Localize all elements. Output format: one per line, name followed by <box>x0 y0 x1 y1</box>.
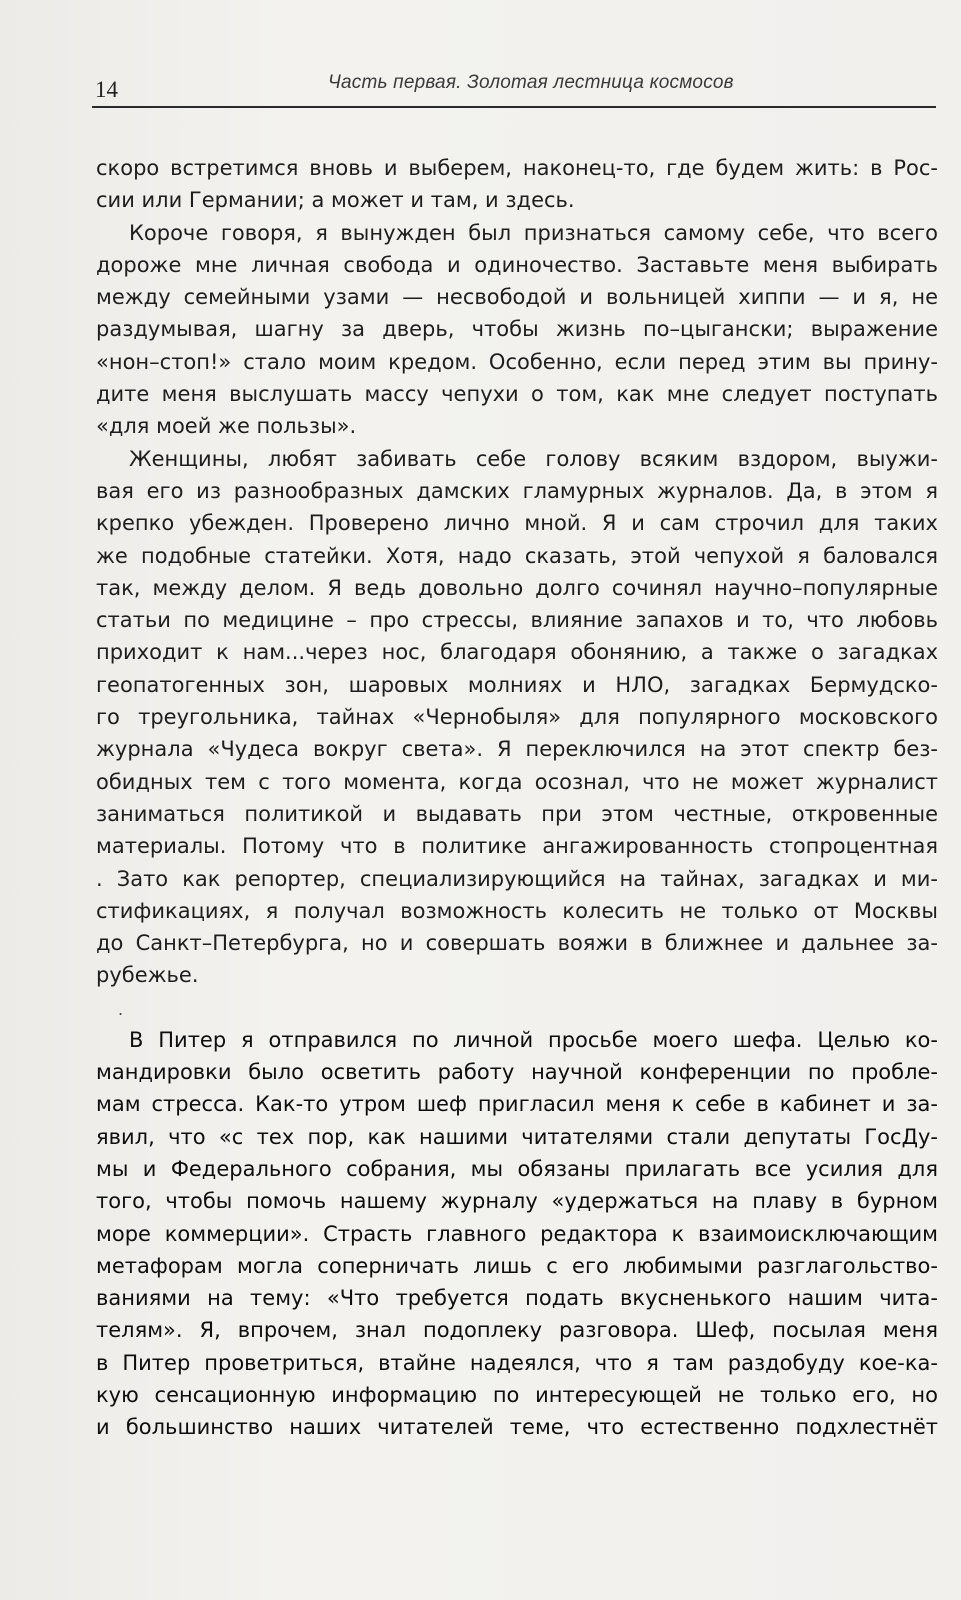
text-line: кую сенсационную информацию по интересующей не только его, но <box>96 1382 938 1407</box>
text-line: . Зато как репортер, специализирующийся на тайнах, загадках и ми- <box>96 866 938 891</box>
text-line: Женщины, любят забивать себе голову всяким вздором, выужи- <box>129 446 938 471</box>
text-line: журнала «Чудеса вокруг света». Я переключился на этот спектр без- <box>96 737 938 762</box>
text-line: Короче говоря, я вынужден был признаться самому себе, что всего <box>129 220 938 245</box>
text-line: «для моей же пользы». <box>96 414 357 439</box>
stray-dot <box>96 992 938 1020</box>
text-line: обидных тем с того момента, когда осознал, что не может журналист <box>96 769 938 794</box>
text-line: статьи по медицине – про стрессы, влияние запахов и то, что любовь <box>96 608 938 633</box>
text-line: явил, что «с тех пор, как нашими читателями стали депутаты ГосДу- <box>96 1124 938 1149</box>
text-line: геопатогенных зон, шаровых молниях и НЛО, загадках Бермудско- <box>96 672 938 697</box>
text-line: скоро встретимся вновь и выберем, наконец-то, где будем жить: в Рос- <box>96 156 938 180</box>
text-line: рубежье. <box>96 963 199 988</box>
text-line: и большинство наших читателей теме, что естественно подхлестнёт <box>96 1415 938 1440</box>
text-line: между семейными узами — несвободой и вольницей хиппи — и я, не <box>96 285 938 310</box>
text-line: того, чтобы помочь нашему журналу «удержаться на плаву в бурном <box>96 1189 938 1214</box>
text-line: ваниями на тему: «Что требуется подать вкусненького нашим чита- <box>96 1286 938 1311</box>
text-line: сии или Германии; а может и там, и здесь. <box>96 188 575 213</box>
text-line: В Питер я отправился по личной просьбе моего шефа. Целью ко- <box>129 1027 938 1052</box>
text-line: вая его из разнообразных дамских гламурных журналов. Да, в этом я <box>96 478 938 503</box>
text-line: мандировки было осветить работу научной конференции по пробле- <box>96 1060 938 1085</box>
text-line: так, между делом. Я ведь довольно долго сочинял научно–популярные <box>96 575 938 600</box>
text-line: раздумывая, шагну за дверь, чтобы жизнь по–цыгански; выражение <box>96 317 938 342</box>
text-line: море коммерции». Страсть главного редактора к взаимоисключающим <box>96 1221 938 1246</box>
running-title: Часть первая. Золотая лестница космосов <box>328 72 734 93</box>
text-line: го треугольника, тайнах «Чернобыля» для популярного московского <box>96 705 938 730</box>
stray-dot-mark: . <box>118 999 124 1019</box>
text-line: материалы. Потому что в политике ангажированность стопроцентная <box>96 834 938 859</box>
header-rule <box>92 106 936 108</box>
running-head <box>92 70 936 106</box>
text-line: дороже мне личная свобода и одиночество. Заставьте меня выбирать <box>96 252 938 277</box>
text-line: же подобные статейки. Хотя, надо сказать, этой чепухой я баловался <box>96 543 938 568</box>
text-line: приходит к нам...через нос, благодаря обонянию, а также о загадках <box>96 640 938 665</box>
text-line: в Питер проветриться, втайне надеялся, что я там раздобуду кое-ка- <box>96 1350 938 1375</box>
text-line: «нон–стоп!» стало моим кредом. Особенно, если перед этим вы прину- <box>96 349 938 374</box>
text-line: метафорам могла соперничать лишь с его любимыми разглагольство- <box>96 1253 938 1278</box>
body-text <box>96 152 938 1444</box>
text-line: стификациях, я получал возможность колесить не только от Москвы <box>96 898 938 923</box>
text-line: заниматься политикой и выдавать при этом честные, откровенные <box>96 801 938 826</box>
text-line: крепко убежден. Проверено лично мной. Я и сам строчил для таких <box>96 511 938 536</box>
page-number: 14 <box>95 77 118 102</box>
text-line: мам стресса. Как-то утром шеф пригласил меня к себе в кабинет и за- <box>96 1092 938 1117</box>
text-line: дите меня выслушать массу чепухи о том, как мне следует поступать <box>96 382 938 407</box>
text-line: мы и Федерального собрания, мы обязаны прилагать все усилия для <box>96 1156 938 1181</box>
text-line: до Санкт–Петербурга, но и совершать вояжи в ближнее и дальнее за- <box>96 931 938 956</box>
text-line: телям». Я, впрочем, знал подоплеку разговора. Шеф, посылая меня <box>96 1318 938 1343</box>
